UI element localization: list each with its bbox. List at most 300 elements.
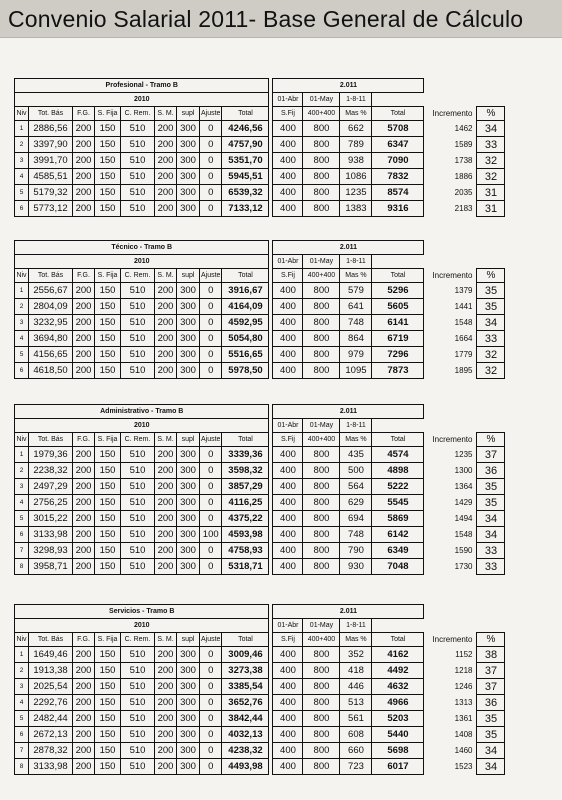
date-ago: 1-8-11 — [340, 255, 372, 269]
row-niv: 3 — [15, 315, 29, 331]
row-tot-bas: 2238,32 — [29, 463, 73, 479]
row-supl: 300 — [177, 743, 200, 759]
row-sfij: 400 — [273, 711, 303, 727]
row-pct: 35 — [477, 283, 505, 299]
row-sm: 200 — [155, 743, 177, 759]
row-sfij: 400 — [273, 647, 303, 663]
row-total-2011: 6142 — [372, 527, 424, 543]
row-niv: 6 — [15, 727, 29, 743]
section-block — [14, 404, 505, 575]
row-incremento: 1408 — [454, 730, 473, 739]
row-fg: 200 — [73, 201, 95, 217]
row-mas: 435 — [340, 447, 372, 463]
row-crem: 510 — [121, 283, 155, 299]
row-sfij: 400 — [273, 511, 303, 527]
col-mas: Mas % — [340, 107, 372, 121]
col-fg: F.G. — [73, 107, 95, 121]
row-crem: 510 — [121, 711, 155, 727]
row-total-2011: 5296 — [372, 283, 424, 299]
row-sfija: 150 — [95, 711, 121, 727]
row-pct: 34 — [477, 759, 505, 775]
row-niv: 5 — [15, 347, 29, 363]
row-fg: 200 — [73, 495, 95, 511]
row-tot-bas: 2878,32 — [29, 743, 73, 759]
row-niv: 1 — [15, 647, 29, 663]
date-abr: 01-Abr — [273, 93, 303, 107]
row-total: 4032,13 — [222, 727, 269, 743]
row-total: 4246,56 — [222, 121, 269, 137]
row-niv: 6 — [15, 363, 29, 379]
col-sm: S. M. — [155, 433, 177, 447]
row-mas: 748 — [340, 527, 372, 543]
row-total-2011: 6719 — [372, 331, 424, 347]
row-total-2011: 6141 — [372, 315, 424, 331]
col-fg: F.G. — [73, 633, 95, 647]
page-title: Convenio Salarial 2011- Base General de Cálculo — [8, 6, 524, 32]
row-sfij: 400 — [273, 299, 303, 315]
row-fg: 200 — [73, 447, 95, 463]
date-ago: 1-8-11 — [340, 419, 372, 433]
row-crem: 510 — [121, 759, 155, 775]
row-total-2011: 7090 — [372, 153, 424, 169]
row-ajuste: 0 — [200, 153, 222, 169]
row-tot-bas: 1979,36 — [29, 447, 73, 463]
row-total-2011: 7832 — [372, 169, 424, 185]
row-ajuste: 0 — [200, 479, 222, 495]
row-pct: 35 — [477, 299, 505, 315]
row-total: 4493,98 — [222, 759, 269, 775]
row-mas: 564 — [340, 479, 372, 495]
col-incremento: Incremento — [432, 435, 473, 444]
col-pct: % — [477, 633, 505, 647]
row-ajuste: 0 — [200, 121, 222, 137]
row-supl: 300 — [177, 695, 200, 711]
row-tot-bas: 3397,90 — [29, 137, 73, 153]
table-row — [15, 363, 505, 379]
date-abr: 01-Abr — [273, 255, 303, 269]
table-row — [15, 527, 505, 543]
row-fg: 200 — [73, 169, 95, 185]
row-sfija: 150 — [95, 647, 121, 663]
row-crem: 510 — [121, 663, 155, 679]
row-incremento: 1379 — [454, 286, 473, 295]
col-pct: % — [477, 269, 505, 283]
row-total: 3273,38 — [222, 663, 269, 679]
row-mas: 641 — [340, 299, 372, 315]
row-fg: 200 — [73, 185, 95, 201]
row-supl: 300 — [177, 559, 200, 575]
row-fg: 200 — [73, 647, 95, 663]
row-400: 800 — [303, 185, 340, 201]
row-niv: 4 — [15, 695, 29, 711]
row-total: 6539,32 — [222, 185, 269, 201]
row-fg: 200 — [73, 711, 95, 727]
row-incremento: 1886 — [454, 172, 473, 181]
col-sfija: S. Fija — [95, 107, 121, 121]
row-total: 3339,36 — [222, 447, 269, 463]
row-tot-bas: 4156,65 — [29, 347, 73, 363]
row-sfij: 400 — [273, 347, 303, 363]
title-bar — [0, 0, 562, 38]
table-row — [15, 743, 505, 759]
row-400: 800 — [303, 479, 340, 495]
col-niv: Niv — [15, 107, 29, 121]
row-400: 800 — [303, 495, 340, 511]
row-incremento: 1235 — [454, 450, 473, 459]
row-total-2011: 9316 — [372, 201, 424, 217]
row-supl: 300 — [177, 543, 200, 559]
row-sfij: 400 — [273, 137, 303, 153]
table-row — [15, 121, 505, 137]
section-block — [14, 604, 505, 775]
row-mas: 1383 — [340, 201, 372, 217]
row-niv: 1 — [15, 283, 29, 299]
row-sfija: 150 — [95, 727, 121, 743]
table-row — [15, 283, 505, 299]
row-supl: 300 — [177, 647, 200, 663]
date-ago: 1-8-11 — [340, 619, 372, 633]
row-pct: 33 — [477, 543, 505, 559]
row-crem: 510 — [121, 447, 155, 463]
row-ajuste: 0 — [200, 447, 222, 463]
row-niv: 7 — [15, 743, 29, 759]
row-sm: 200 — [155, 347, 177, 363]
row-crem: 510 — [121, 679, 155, 695]
row-supl: 300 — [177, 283, 200, 299]
row-total: 4238,32 — [222, 743, 269, 759]
row-mas: 660 — [340, 743, 372, 759]
date-may: 01-May — [303, 93, 340, 107]
row-tot-bas: 1913,38 — [29, 663, 73, 679]
row-crem: 510 — [121, 299, 155, 315]
col-crem: C. Rem. — [121, 107, 155, 121]
row-pct: 33 — [477, 137, 505, 153]
row-400: 800 — [303, 559, 340, 575]
row-sm: 200 — [155, 463, 177, 479]
row-mas: 352 — [340, 647, 372, 663]
row-incremento: 1441 — [454, 302, 473, 311]
row-total: 5945,51 — [222, 169, 269, 185]
row-sfij: 400 — [273, 759, 303, 775]
row-sfija: 150 — [95, 447, 121, 463]
col-total-2011: Total — [372, 433, 424, 447]
row-crem: 510 — [121, 647, 155, 663]
section-title: Administrativo - Tramo B — [15, 405, 269, 419]
row-incremento: 2183 — [454, 204, 473, 213]
row-ajuste: 0 — [200, 137, 222, 153]
section-block — [14, 78, 505, 217]
row-sm: 200 — [155, 315, 177, 331]
row-total-2011: 5440 — [372, 727, 424, 743]
row-tot-bas: 3133,98 — [29, 759, 73, 775]
row-sfija: 150 — [95, 137, 121, 153]
year-2011-header: 2.011 — [273, 241, 424, 255]
row-fg: 200 — [73, 727, 95, 743]
row-incremento: 1494 — [454, 514, 473, 523]
row-tot-bas: 3232,95 — [29, 315, 73, 331]
row-incremento: 1664 — [454, 334, 473, 343]
row-total-2011: 4574 — [372, 447, 424, 463]
row-tot-bas: 4585,51 — [29, 169, 73, 185]
row-crem: 510 — [121, 347, 155, 363]
row-fg: 200 — [73, 283, 95, 299]
row-total-2011: 6347 — [372, 137, 424, 153]
row-pct: 32 — [477, 363, 505, 379]
row-ajuste: 0 — [200, 711, 222, 727]
row-tot-bas: 2556,67 — [29, 283, 73, 299]
row-crem: 510 — [121, 527, 155, 543]
row-supl: 300 — [177, 663, 200, 679]
row-total-2011: 5698 — [372, 743, 424, 759]
row-400: 800 — [303, 153, 340, 169]
row-total-2011: 4966 — [372, 695, 424, 711]
col-total-2011: Total — [372, 633, 424, 647]
row-sfija: 150 — [95, 511, 121, 527]
row-ajuste: 0 — [200, 679, 222, 695]
col-sfija: S. Fija — [95, 269, 121, 283]
table-row — [15, 559, 505, 575]
row-sfija: 150 — [95, 185, 121, 201]
col-incremento: Incremento — [432, 109, 473, 118]
row-supl: 300 — [177, 299, 200, 315]
col-sfij: S.Fij — [273, 433, 303, 447]
row-pct: 36 — [477, 695, 505, 711]
row-ajuste: 0 — [200, 511, 222, 527]
row-ajuste: 0 — [200, 331, 222, 347]
year-2011-header: 2.011 — [273, 405, 424, 419]
row-sfija: 150 — [95, 479, 121, 495]
row-mas: 662 — [340, 121, 372, 137]
row-total-2011: 4632 — [372, 679, 424, 695]
table-row — [15, 299, 505, 315]
col-tot-bas: Tot. Bás — [29, 433, 73, 447]
table-row — [15, 137, 505, 153]
col-sfija: S. Fija — [95, 633, 121, 647]
section-title: Servicios - Tramo B — [15, 605, 269, 619]
row-sm: 200 — [155, 647, 177, 663]
row-sfij: 400 — [273, 527, 303, 543]
row-sm: 200 — [155, 479, 177, 495]
row-supl: 300 — [177, 153, 200, 169]
salary-table — [14, 404, 505, 575]
row-fg: 200 — [73, 679, 95, 695]
row-incremento: 1548 — [454, 530, 473, 539]
row-niv: 6 — [15, 527, 29, 543]
row-mas: 608 — [340, 727, 372, 743]
row-sfij: 400 — [273, 663, 303, 679]
row-ajuste: 0 — [200, 201, 222, 217]
row-crem: 510 — [121, 331, 155, 347]
col-pct: % — [477, 107, 505, 121]
row-sm: 200 — [155, 169, 177, 185]
col-total: Total — [222, 433, 269, 447]
row-crem: 510 — [121, 479, 155, 495]
row-400: 800 — [303, 137, 340, 153]
row-pct: 32 — [477, 347, 505, 363]
table-row — [15, 663, 505, 679]
row-supl: 300 — [177, 169, 200, 185]
row-supl: 300 — [177, 727, 200, 743]
col-ajuste: Ajuste — [200, 269, 222, 283]
row-sm: 200 — [155, 153, 177, 169]
row-supl: 300 — [177, 679, 200, 695]
row-400: 800 — [303, 647, 340, 663]
row-total-2011: 7873 — [372, 363, 424, 379]
row-fg: 200 — [73, 347, 95, 363]
row-crem: 510 — [121, 169, 155, 185]
row-pct: 37 — [477, 663, 505, 679]
row-fg: 200 — [73, 121, 95, 137]
row-incremento: 1152 — [455, 650, 473, 659]
row-ajuste: 0 — [200, 759, 222, 775]
row-total-2011: 5869 — [372, 511, 424, 527]
row-400: 800 — [303, 663, 340, 679]
row-400: 800 — [303, 511, 340, 527]
row-tot-bas: 5773,12 — [29, 201, 73, 217]
row-ajuste: 0 — [200, 495, 222, 511]
row-sm: 200 — [155, 759, 177, 775]
row-mas: 579 — [340, 283, 372, 299]
col-supl: supl — [177, 107, 200, 121]
row-pct: 32 — [477, 153, 505, 169]
row-supl: 300 — [177, 185, 200, 201]
row-incremento: 1589 — [454, 140, 473, 149]
row-sfij: 400 — [273, 121, 303, 137]
section-title: Técnico - Tramo B — [15, 241, 269, 255]
row-sfija: 150 — [95, 299, 121, 315]
row-sm: 200 — [155, 363, 177, 379]
row-sfij: 400 — [273, 447, 303, 463]
col-niv: Niv — [15, 269, 29, 283]
row-crem: 510 — [121, 543, 155, 559]
row-fg: 200 — [73, 153, 95, 169]
row-ajuste: 0 — [200, 169, 222, 185]
col-crem: C. Rem. — [121, 269, 155, 283]
row-mas: 789 — [340, 137, 372, 153]
col-sfij: S.Fij — [273, 107, 303, 121]
row-incremento: 1548 — [454, 318, 473, 327]
row-tot-bas: 4618,50 — [29, 363, 73, 379]
row-ajuste: 0 — [200, 727, 222, 743]
table-row — [15, 169, 505, 185]
date-may: 01-May — [303, 619, 340, 633]
row-incremento: 1523 — [454, 762, 473, 771]
col-mas: Mas % — [340, 433, 372, 447]
row-supl: 300 — [177, 511, 200, 527]
row-supl: 300 — [177, 331, 200, 347]
row-total: 4375,22 — [222, 511, 269, 527]
row-incremento: 1590 — [454, 546, 473, 555]
section-title: Profesional - Tramo B — [15, 79, 269, 93]
row-supl: 300 — [177, 495, 200, 511]
col-total-2011: Total — [372, 107, 424, 121]
row-incremento: 1460 — [454, 746, 473, 755]
row-sfija: 150 — [95, 363, 121, 379]
salary-table — [14, 604, 505, 775]
row-sfija: 150 — [95, 543, 121, 559]
row-sfij: 400 — [273, 315, 303, 331]
col-tot-bas: Tot. Bás — [29, 269, 73, 283]
row-ajuste: 100 — [200, 527, 222, 543]
row-mas: 790 — [340, 543, 372, 559]
row-fg: 200 — [73, 331, 95, 347]
row-400: 800 — [303, 201, 340, 217]
row-total: 3009,46 — [222, 647, 269, 663]
row-niv: 1 — [15, 447, 29, 463]
row-ajuste: 0 — [200, 185, 222, 201]
row-crem: 510 — [121, 121, 155, 137]
row-mas: 446 — [340, 679, 372, 695]
date-may: 01-May — [303, 419, 340, 433]
row-crem: 510 — [121, 137, 155, 153]
row-total: 4592,95 — [222, 315, 269, 331]
row-supl: 300 — [177, 315, 200, 331]
row-sm: 200 — [155, 527, 177, 543]
row-400: 800 — [303, 283, 340, 299]
row-mas: 418 — [340, 663, 372, 679]
row-supl: 300 — [177, 137, 200, 153]
row-total-2011: 6349 — [372, 543, 424, 559]
row-total-2011: 7296 — [372, 347, 424, 363]
row-supl: 300 — [177, 363, 200, 379]
row-fg: 200 — [73, 137, 95, 153]
col-mas: Mas % — [340, 633, 372, 647]
row-mas: 694 — [340, 511, 372, 527]
row-400: 800 — [303, 121, 340, 137]
row-fg: 200 — [73, 695, 95, 711]
row-tot-bas: 5179,32 — [29, 185, 73, 201]
row-total: 5351,70 — [222, 153, 269, 169]
col-fg: F.G. — [73, 433, 95, 447]
table-row — [15, 711, 505, 727]
row-total-2011: 7048 — [372, 559, 424, 575]
row-supl: 300 — [177, 759, 200, 775]
row-pct: 33 — [477, 331, 505, 347]
row-niv: 5 — [15, 711, 29, 727]
row-mas: 938 — [340, 153, 372, 169]
row-400: 800 — [303, 315, 340, 331]
row-sm: 200 — [155, 283, 177, 299]
row-crem: 510 — [121, 201, 155, 217]
row-niv: 2 — [15, 137, 29, 153]
row-sm: 200 — [155, 299, 177, 315]
row-pct: 36 — [477, 463, 505, 479]
col-pct: % — [477, 433, 505, 447]
row-ajuste: 0 — [200, 283, 222, 299]
table-row — [15, 647, 505, 663]
row-crem: 510 — [121, 727, 155, 743]
row-total: 5978,50 — [222, 363, 269, 379]
row-pct: 37 — [477, 679, 505, 695]
table-row — [15, 185, 505, 201]
row-sfija: 150 — [95, 743, 121, 759]
table-row — [15, 153, 505, 169]
col-total: Total — [222, 269, 269, 283]
row-tot-bas: 2482,44 — [29, 711, 73, 727]
table-row — [15, 315, 505, 331]
row-total-2011: 5203 — [372, 711, 424, 727]
col-sm: S. M. — [155, 269, 177, 283]
row-pct: 34 — [477, 743, 505, 759]
row-sfij: 400 — [273, 479, 303, 495]
row-mas: 513 — [340, 695, 372, 711]
row-niv: 5 — [15, 511, 29, 527]
row-incremento: 1779 — [454, 350, 473, 359]
row-pct: 34 — [477, 527, 505, 543]
col-400: 400+400 — [303, 433, 340, 447]
row-sfij: 400 — [273, 543, 303, 559]
table-row — [15, 543, 505, 559]
